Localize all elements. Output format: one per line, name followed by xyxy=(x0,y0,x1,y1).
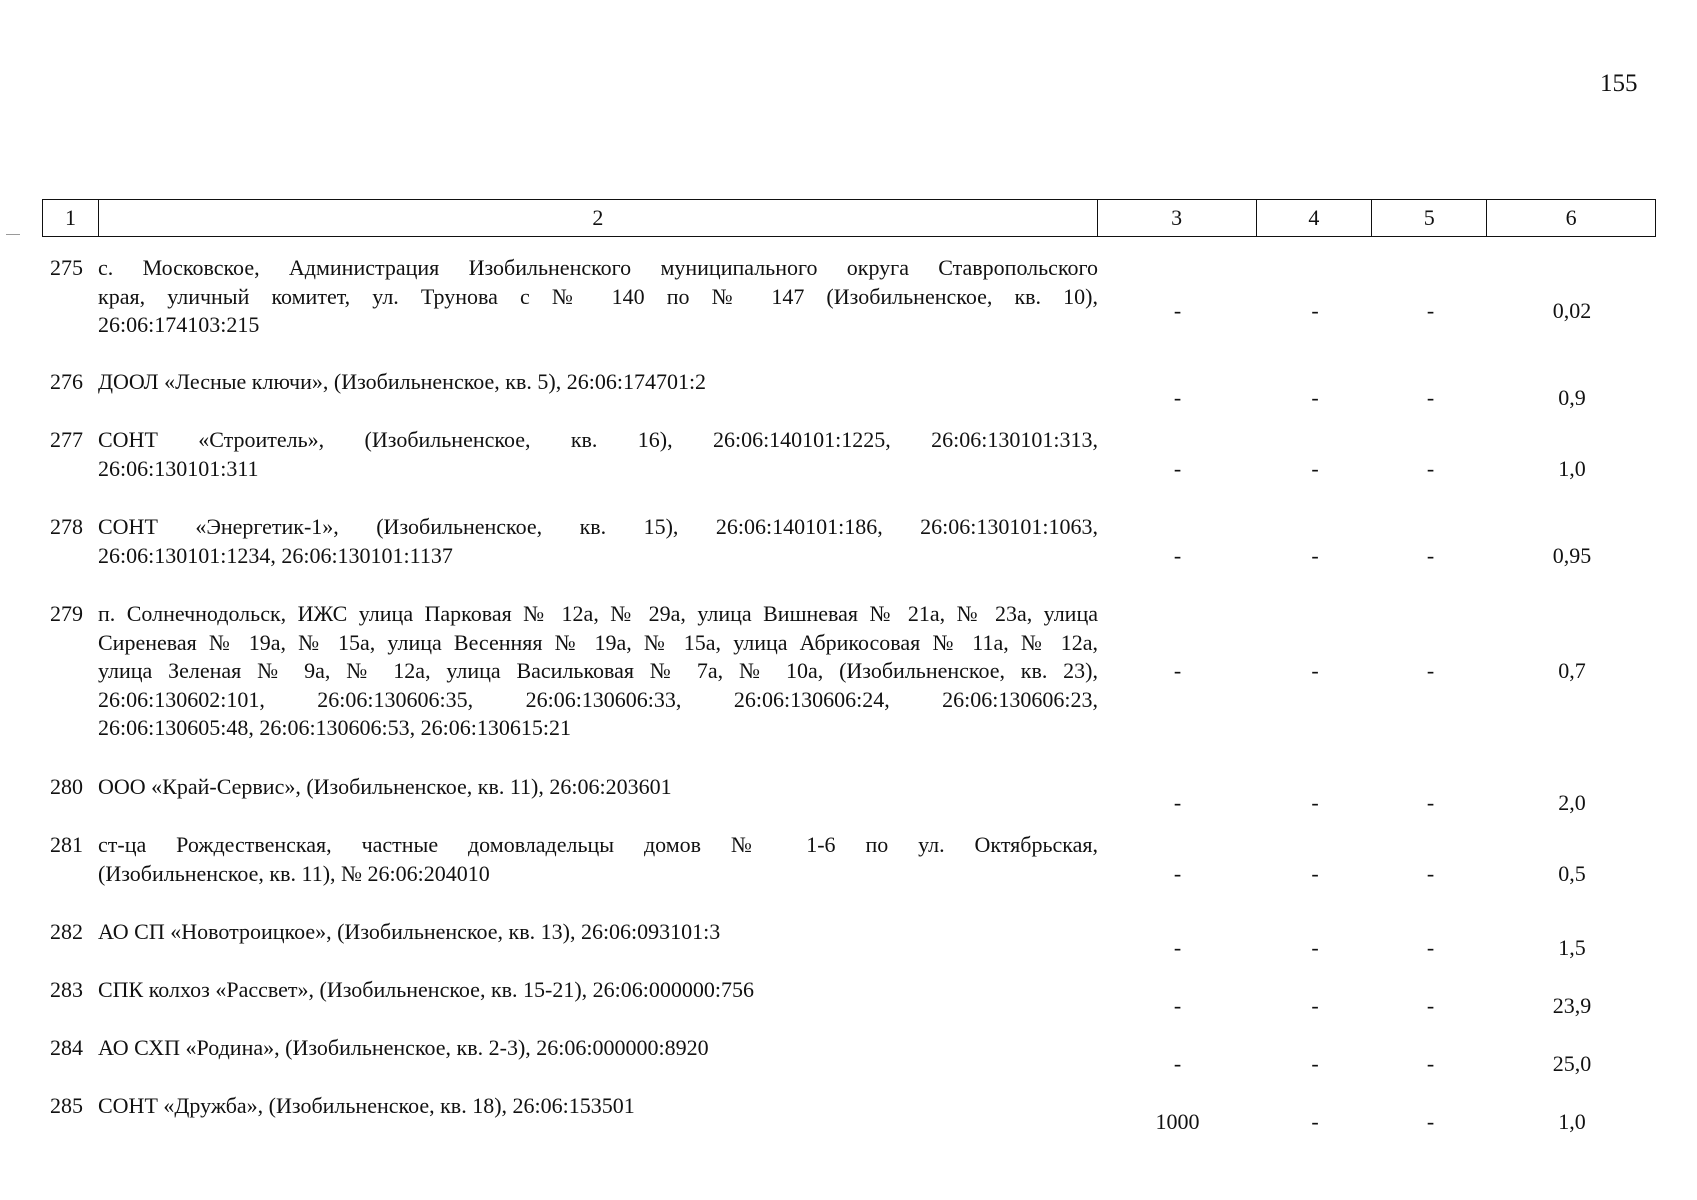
description-line: Сиреневая № 19а, № 15а, улица Весенняя № 19а, № 15а, улица Абрикосовая № 11а, № 12а, xyxy=(98,629,1098,655)
description-line: ООО «Край-Сервис», (Изобильненское, кв. 11), 26:06:203601 xyxy=(98,774,672,799)
table-row xyxy=(42,976,1656,1034)
row-number: 280 xyxy=(50,774,83,799)
col-5-value: - xyxy=(1426,861,1435,886)
col-3-value: - xyxy=(1173,385,1182,410)
description-line: (Изобильненское, кв. 11), № 26:06:204010 xyxy=(98,860,490,886)
row-number: 283 xyxy=(50,977,83,1002)
table-row xyxy=(42,918,1656,976)
col-5-value: - xyxy=(1426,658,1435,683)
col-5-value: - xyxy=(1426,298,1435,323)
header-col-5: 5 xyxy=(1372,200,1487,236)
header-col-4: 4 xyxy=(1257,200,1373,236)
col-5-value: - xyxy=(1426,790,1435,815)
row-description xyxy=(98,513,1098,570)
description-line: улица Зеленая № 9а, № 12а, улица Васильковая № 7а, № 10а, (Изобильненское, кв. 23), xyxy=(98,658,1098,683)
table-row xyxy=(42,254,1656,368)
row-description xyxy=(98,773,1098,802)
col-5-value: - xyxy=(1426,1109,1435,1134)
col-4-value: - xyxy=(1311,658,1319,683)
page-number: 155 xyxy=(1600,70,1638,97)
col-6-value: 25,0 xyxy=(1552,1051,1592,1076)
description-line: 26:06:130605:48, 26:06:130606:53, 26:06:130615:21 xyxy=(98,715,572,740)
col-6-value: 0,7 xyxy=(1558,658,1586,683)
row-number: 275 xyxy=(50,255,83,280)
col-5-value: - xyxy=(1426,385,1435,410)
row-number: 281 xyxy=(50,832,83,857)
col-3-value: - xyxy=(1173,935,1182,960)
col-5-value: - xyxy=(1426,1051,1435,1076)
col-6-value: 0,9 xyxy=(1558,385,1586,410)
description-line: АО СХП «Родина», (Изобильненское, кв. 2-3), 26:06:000000:8920 xyxy=(98,1035,709,1060)
description-line: 26:06:130602:101, 26:06:130606:35, 26:06:130606:33, 26:06:130606:24, 26:06:130606:23, xyxy=(98,686,1098,712)
description-line: ДООЛ «Лесные ключи», (Изобильненское, кв. 5), 26:06:174701:2 xyxy=(98,369,707,394)
col-4-value: - xyxy=(1311,993,1319,1018)
col-3-value: - xyxy=(1173,1051,1182,1076)
col-6-value: 0,95 xyxy=(1552,543,1592,568)
col-4-value: - xyxy=(1311,861,1319,886)
table-row xyxy=(42,773,1656,831)
table-row xyxy=(42,1034,1656,1092)
description-line: СОНТ «Строитель», (Изобильненское, кв. 16), 26:06:140101:1225, 26:06:130101:313, xyxy=(98,427,1098,452)
col-6-value: 1,0 xyxy=(1558,1109,1586,1134)
row-description xyxy=(98,368,1098,397)
header-col-6: 6 xyxy=(1565,205,1577,230)
row-number: 277 xyxy=(50,427,83,452)
table-row xyxy=(42,513,1656,600)
margin-mark xyxy=(6,234,20,235)
description-line: СОНТ «Дружба», (Изобильненское, кв. 18), 26:06:153501 xyxy=(98,1093,635,1118)
col-6-value: 1,0 xyxy=(1558,456,1586,481)
row-description xyxy=(98,426,1098,483)
row-description xyxy=(98,1092,1098,1121)
col-3-value: - xyxy=(1173,543,1182,568)
row-description xyxy=(98,600,1098,743)
col-5-value: - xyxy=(1426,993,1435,1018)
col-6-value: 0,5 xyxy=(1558,861,1586,886)
table-row xyxy=(42,368,1656,426)
row-number: 285 xyxy=(50,1093,83,1118)
row-number: 282 xyxy=(50,919,83,944)
col-4-value: - xyxy=(1311,790,1319,815)
col-3-value: - xyxy=(1173,861,1182,886)
col-4-value: - xyxy=(1311,1051,1319,1076)
row-number: 279 xyxy=(50,601,83,626)
description-line: 26:06:130101:311 xyxy=(98,455,259,481)
col-3-value: 1000 xyxy=(1155,1109,1200,1134)
col-4-value: - xyxy=(1311,543,1319,568)
row-number: 276 xyxy=(50,369,83,394)
description-line: края, уличный комитет, ул. Трунова с № 140 по № 147 (Изобильненское, кв. 10), xyxy=(98,283,1098,309)
table-row xyxy=(42,426,1656,513)
col-6-value: 2,0 xyxy=(1558,790,1586,815)
col-4-value: - xyxy=(1311,935,1319,960)
description-line: п. Солнечнодольск, ИЖС улица Парковая № 12а, № 29а, улица Вишневая № 21а, № 23а, улица xyxy=(98,601,1098,626)
col-4-value: - xyxy=(1311,456,1319,481)
description-line: 26:06:174103:215 xyxy=(98,312,260,337)
row-description xyxy=(98,918,1098,947)
description-line: СОНТ «Энергетик-1», (Изобильненское, кв. 15), 26:06:140101:186, 26:06:130101:1063, xyxy=(98,514,1098,539)
col-4-value: - xyxy=(1311,298,1319,323)
table-row xyxy=(42,600,1656,773)
col-6-value: 23,9 xyxy=(1552,993,1592,1018)
row-description xyxy=(98,976,1098,1005)
header-col-2: 2 xyxy=(99,200,1098,236)
col-5-value: - xyxy=(1426,935,1435,960)
col-3-value: - xyxy=(1173,298,1182,323)
col-6-value: 0,02 xyxy=(1552,298,1592,323)
col-5-value: - xyxy=(1426,456,1435,481)
description-line: 26:06:130101:1234, 26:06:130101:1137 xyxy=(98,542,453,568)
header-col-1: 1 xyxy=(43,200,99,236)
table-body xyxy=(42,254,1656,1150)
description-line: ст-ца Рождественская, частные домовладельцы домов № 1-6 по ул. Октябрьская, xyxy=(98,832,1098,857)
col-4-value: - xyxy=(1311,385,1319,410)
table-row xyxy=(42,831,1656,918)
col-5-value: - xyxy=(1426,543,1435,568)
description-line: с. Московское, Администрация Изобильненского муниципального округа Ставропольского xyxy=(98,255,1098,280)
row-number: 284 xyxy=(50,1035,83,1060)
header-col-3: 3 xyxy=(1098,200,1257,236)
description-line: АО СП «Новотроицкое», (Изобильненское, кв. 13), 26:06:093101:3 xyxy=(98,919,721,944)
col-3-value: - xyxy=(1173,790,1182,815)
col-3-value: - xyxy=(1173,456,1182,481)
table-header xyxy=(42,199,1656,237)
col-4-value: - xyxy=(1311,1109,1319,1134)
row-description xyxy=(98,831,1098,888)
description-line: СПК колхоз «Рассвет», (Изобильненское, кв. 15-21), 26:06:000000:756 xyxy=(98,977,755,1002)
row-description xyxy=(98,254,1098,340)
row-number: 278 xyxy=(50,514,83,539)
table-row xyxy=(42,1092,1656,1150)
row-description xyxy=(98,1034,1098,1063)
col-6-value: 1,5 xyxy=(1558,935,1586,960)
col-3-value: - xyxy=(1173,993,1182,1018)
col-3-value: - xyxy=(1173,658,1182,683)
